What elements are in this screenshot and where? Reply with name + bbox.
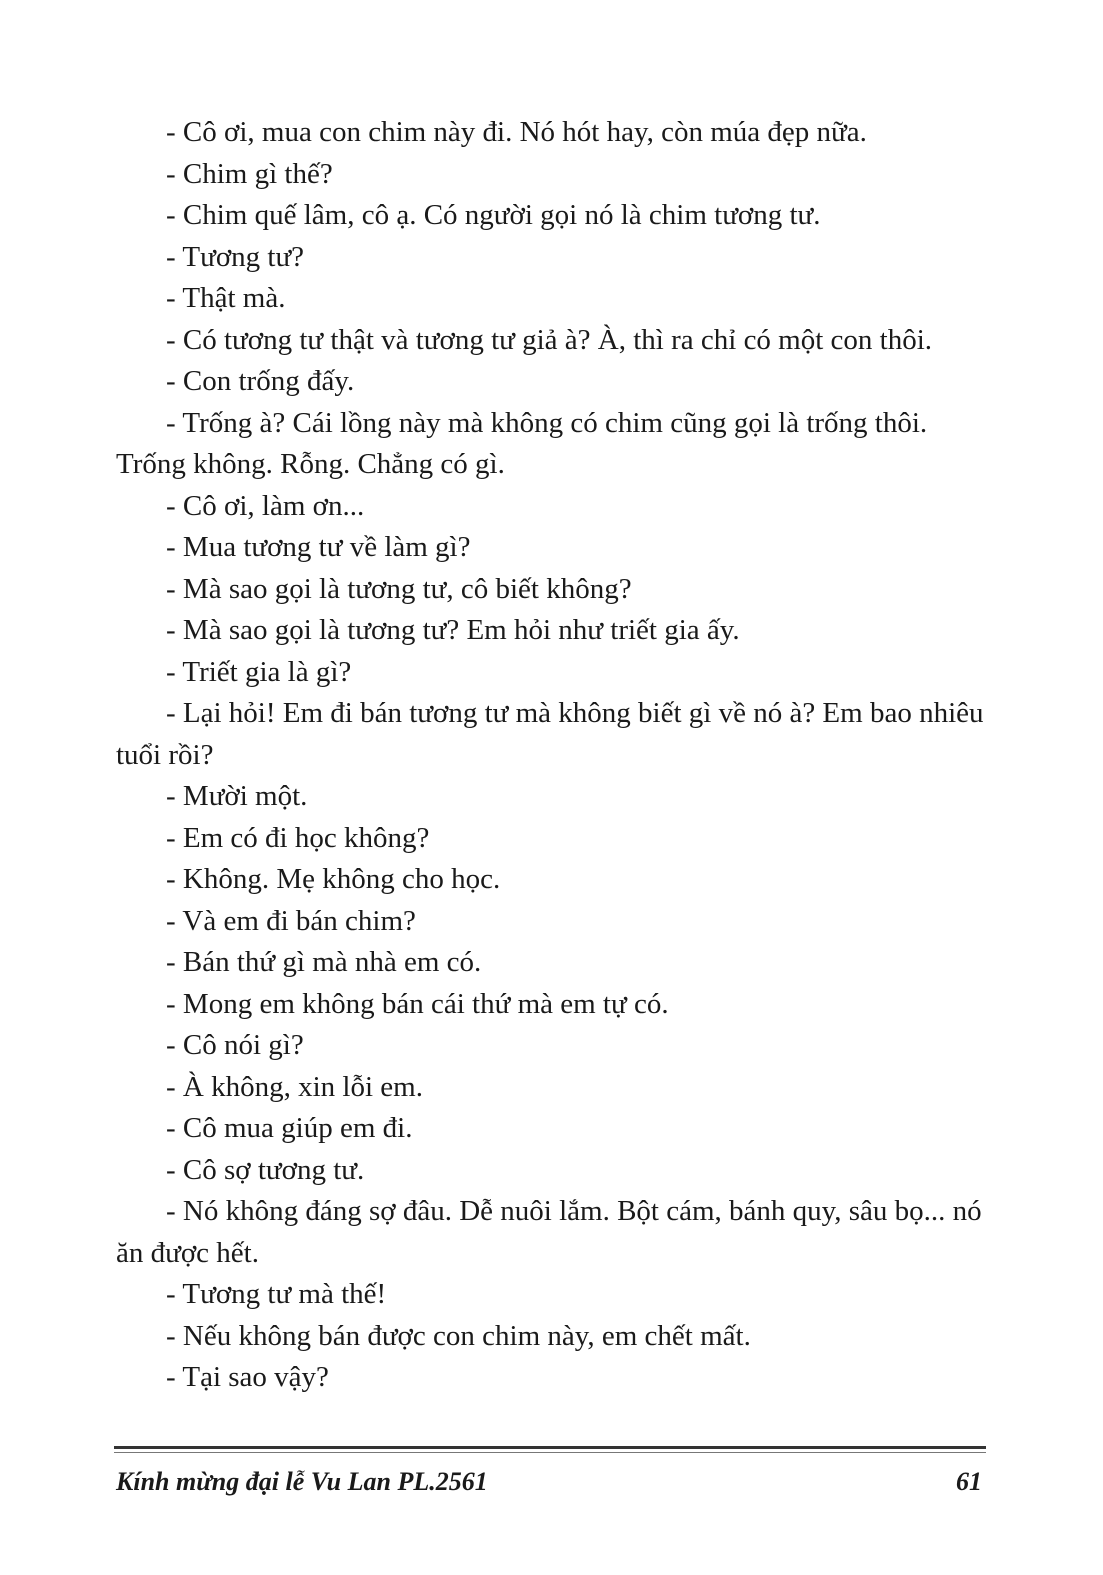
- footer-title: Kính mừng đại lễ Vu Lan PL.2561: [116, 1467, 488, 1496]
- paragraph: - Cô nói gì?: [166, 1029, 304, 1061]
- page-footer: [116, 1464, 982, 1504]
- paragraph: - Em có đi học không?: [166, 821, 430, 854]
- paragraph: - Nó không đáng sợ đâu. Dễ nuôi lắm. Bột cám, bánh quy, sâu bọ... nó ăn được hết.: [116, 1195, 982, 1269]
- paragraph: - Cô mua giúp em đi.: [166, 1112, 413, 1144]
- paragraph: - Bán thứ gì mà nhà em có.: [166, 946, 482, 978]
- paragraph: - Con trống đấy.: [166, 365, 355, 397]
- paragraph: - Trống à? Cái lồng này mà không có chim cũng gọi là trống thôi. Trống không. Rỗng. Chẳng có gì.: [116, 406, 928, 480]
- paragraph: - Nếu không bán được con chim này, em chết mất.: [166, 1319, 751, 1352]
- paragraph: - Chim gì thế?: [166, 157, 333, 190]
- paragraph: - À không, xin lỗi em.: [166, 1070, 423, 1103]
- paragraph: - Triết gia là gì?: [166, 655, 352, 688]
- paragraph: - Tại sao vậy?: [166, 1361, 329, 1393]
- paragraph: - Cô sợ tương tư.: [166, 1153, 365, 1186]
- paragraph: - Tương tư mà thế!: [166, 1278, 387, 1310]
- paragraph: - Chim quế lâm, cô ạ. Có người gọi nó là chim tương tư.: [166, 199, 821, 231]
- paragraph: - Mong em không bán cái thứ mà em tự có.: [166, 987, 669, 1020]
- footer-divider-thin: [114, 1452, 986, 1453]
- paragraph: - Cô ơi, làm ơn...: [166, 489, 365, 522]
- paragraph: - Mua tương tư về làm gì?: [166, 531, 471, 563]
- paragraph: - Mười một.: [166, 780, 308, 812]
- paragraph: - Tương tư?: [166, 240, 305, 273]
- paragraph: - Không. Mẹ không cho học.: [166, 863, 501, 895]
- paragraph: - Có tương tư thật và tương tư giả à? À, thì ra chỉ có một con thôi.: [166, 323, 933, 356]
- paragraph: - Thật mà.: [166, 282, 286, 314]
- paragraph: - Cô ơi, mua con chim này đi. Nó hót hay, còn múa đẹp nữa.: [166, 116, 867, 148]
- page-number: 61: [956, 1467, 982, 1496]
- paragraph: - Và em đi bán chim?: [166, 904, 416, 937]
- paragraph: - Mà sao gọi là tương tư, cô biết không?: [166, 572, 632, 605]
- paragraph: - Mà sao gọi là tương tư? Em hỏi như triết gia ấy.: [166, 614, 740, 646]
- dialogue-text: [116, 112, 984, 1399]
- footer-divider: [114, 1446, 986, 1449]
- paragraph: - Lại hỏi! Em đi bán tương tư mà không biết gì về nó à? Em bao nhiêu tuổi rồi?: [116, 697, 984, 771]
